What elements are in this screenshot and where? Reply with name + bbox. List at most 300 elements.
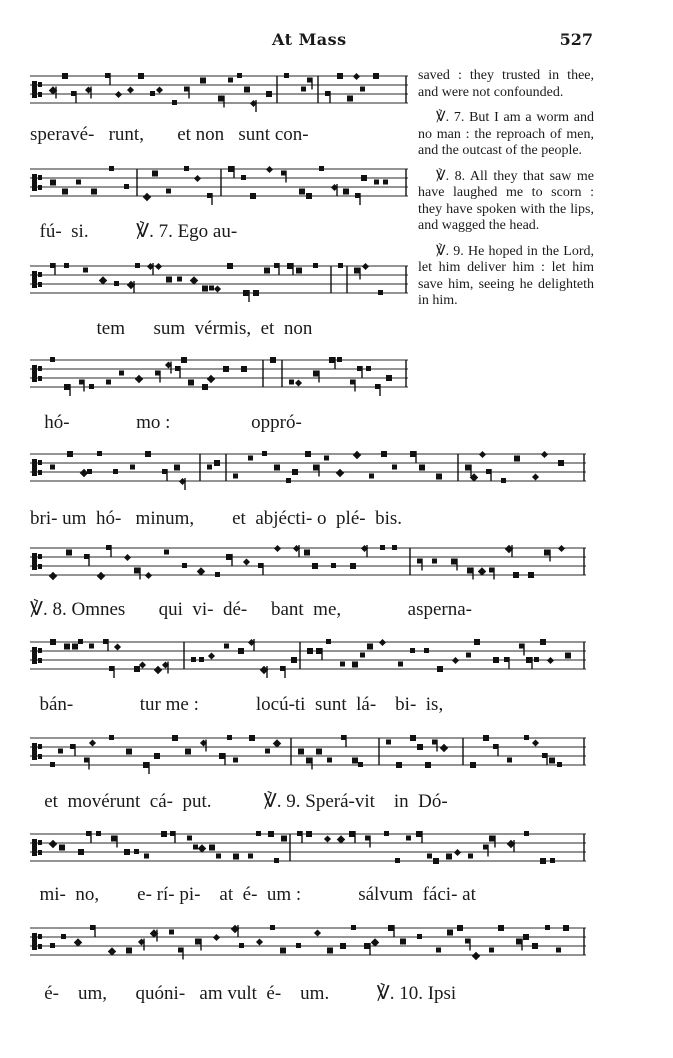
neume [312,563,318,569]
neume [373,73,379,79]
lyrics-line: speravé- runt, et non sunt con- [30,124,309,145]
lyrics-line: ℣. 8. Omnes qui vi- dé- bant me, asperna- [30,599,472,620]
neume [187,836,192,841]
neume [307,648,313,654]
neume [243,290,249,296]
neume [78,639,83,644]
neume [516,939,522,945]
neume [284,73,289,78]
neume [392,545,397,550]
neume [352,758,358,764]
neume [316,648,322,654]
neume [452,657,459,664]
neume [340,662,345,667]
neume [106,380,111,385]
neume [89,384,94,389]
clef-mark [32,271,37,288]
page-number: 527 [559,30,593,49]
lyrics-line: é- um, quóni- am vult é- um. ℣. 10. Ipsi [30,983,457,1004]
neume [268,831,274,837]
neume [49,840,57,848]
neume [299,189,305,195]
neume [86,831,91,836]
neume [325,91,330,96]
neume [208,652,215,659]
neume [97,451,102,456]
neume [501,478,506,483]
neume [351,925,356,930]
neume [191,657,196,662]
chant-staff [30,544,586,588]
neume [337,357,342,362]
neume [72,644,78,650]
clef-mark [32,459,37,476]
neume [78,849,84,855]
neume [139,661,146,668]
neume [83,268,88,273]
neume [557,762,562,767]
lyrics-line: bán- tur me : locú-ti sunt lá- bi- is, [30,694,444,715]
neume [154,666,162,674]
clef-mark [38,366,42,371]
neume [214,460,220,466]
neume [392,465,397,470]
neume [406,836,411,841]
neume [384,831,389,836]
neume [64,263,69,268]
neume [262,451,267,456]
neume [130,465,135,470]
neume [76,180,81,185]
neume [127,86,134,93]
neume [337,73,343,79]
neume [253,290,259,296]
neume [532,739,539,746]
neume [197,567,205,575]
neume [540,639,546,645]
neume [172,100,177,105]
neume [178,948,183,953]
neume [155,263,162,270]
neume [424,648,429,653]
neume [558,460,564,466]
neume [545,925,550,930]
neume [109,666,114,671]
neume [467,568,473,574]
neume [50,357,55,362]
neume [454,849,461,856]
neume [489,568,494,573]
neume [58,749,63,754]
chant-staff [30,734,586,778]
clef-mark [38,658,42,663]
neume [182,563,187,568]
neume [547,657,554,664]
neume [249,735,255,741]
neume [184,87,189,92]
neume [256,831,261,836]
neume [280,666,285,671]
neume [297,831,302,836]
clef-mark [38,92,42,97]
neume [215,572,220,577]
neume [507,758,512,763]
neume [327,948,333,954]
translation-paragraph: ℣. 7. But I am a worm and no man : the reproach of men, and the outcast of the people. [418,110,594,158]
neume [417,559,422,564]
neume [540,858,546,864]
neume [209,845,215,851]
neume [273,739,281,747]
neume [200,78,206,84]
neume [119,371,124,376]
neume [336,469,344,477]
neume [489,836,495,842]
neume [177,277,182,282]
neume [410,648,415,653]
clef-mark [38,934,42,939]
neume [362,263,369,270]
translation-column [418,68,594,319]
neume [241,366,247,372]
neume [96,831,101,836]
neume [338,263,343,268]
neume [327,758,332,763]
neume [233,474,238,479]
translation-paragraph: ℣. 8. All they that saw me have laughed me to scorn : they have spoken with the lips, and wagged the head. [418,168,594,233]
neume [66,550,72,556]
neume [340,943,346,949]
neume [364,943,370,949]
neume [523,934,529,940]
chant-staff [30,924,586,968]
neume [349,831,355,837]
neume [350,380,355,385]
neume [228,166,234,172]
chant-system-7 [30,638,586,715]
neume [314,929,321,936]
neume [145,451,151,457]
neume [256,938,263,945]
neume [436,474,442,480]
neume [97,572,105,580]
neume [350,563,356,569]
neume [109,166,114,171]
neume [207,375,215,383]
neume [331,563,336,568]
neume [489,948,494,953]
neume [353,73,360,80]
neume [465,939,470,944]
neume [258,563,263,568]
clef-mark [38,470,42,475]
neume [274,465,280,471]
lyrics-line: bri- um hó- minum, et abjécti- o plé- bis. [30,508,403,529]
neume [446,854,452,860]
neume [524,735,529,740]
neume [61,934,66,939]
clef-mark [32,743,37,760]
neume [388,925,394,931]
neume [274,263,279,268]
neume [214,285,221,292]
chant-system-9 [30,830,586,905]
neume [233,758,238,763]
clef-mark [38,564,42,569]
neume [417,744,423,750]
neume [50,943,55,948]
neume [111,836,117,842]
neume [152,171,158,177]
neume [379,639,386,646]
neume [124,184,129,189]
translation-paragraph: saved : they trusted in thee, and were not confounded. [418,68,594,100]
neume [410,451,416,457]
clef-mark [32,174,37,191]
neume [126,948,132,954]
neume [266,166,273,173]
neume [195,939,201,945]
neume [50,180,56,186]
neume [227,735,232,740]
neume [541,451,548,458]
neume [498,925,504,931]
neume [274,858,279,863]
clef-mark [38,944,42,949]
neume [383,180,388,185]
neume [358,762,363,767]
neume [207,465,212,470]
neume [493,657,499,663]
neume [542,753,547,758]
neume [84,758,89,763]
neume [289,380,294,385]
neume [287,263,293,269]
neume [304,550,310,556]
neume [371,938,379,946]
neume [398,662,403,667]
neume [549,758,555,764]
clef-mark [38,185,42,190]
neume [190,276,198,284]
lyrics-line: mi- no, e- rí- pi- at é- um : sálvum fáci- at [30,884,476,905]
chant-system-4 [30,356,408,433]
neume [218,96,224,102]
neume [115,91,122,98]
clef-mark [32,933,37,950]
neume [544,550,550,556]
neume [62,189,68,195]
neume [80,469,88,477]
neume [563,925,569,931]
neume [219,753,225,759]
neume [270,925,275,930]
neume [410,735,416,741]
neume [74,938,82,946]
neume [292,469,298,475]
neume [472,952,480,960]
translation-paragraph: ℣. 9. He hoped in the Lord, let him deliver him : let him save him, seeing he delighteth in him. [418,243,594,308]
neume [223,366,229,372]
neume [161,831,167,837]
neume [154,753,160,759]
chant-staff [30,356,408,396]
neume [432,559,437,564]
neume [307,78,312,83]
neume [479,451,486,458]
neume [126,749,132,755]
clef-mark [32,365,37,382]
neume [145,572,152,579]
neume [519,644,524,649]
neume [343,189,349,195]
neume [108,947,116,955]
neume [433,858,439,864]
neume [316,749,322,755]
clef-mark [32,81,37,98]
neume [241,175,246,180]
neume [281,171,286,176]
neume [286,478,291,483]
neume [150,91,155,96]
neume [470,762,476,768]
neume [329,357,335,363]
neume [478,567,486,575]
neume [59,845,65,851]
neume [209,286,214,291]
neume [313,263,318,268]
neume [361,175,367,181]
clef-mark [38,554,42,559]
neume [483,735,489,741]
neume [185,749,191,755]
neume [270,357,276,363]
neume [265,749,270,754]
neume [386,375,392,381]
neume [313,371,319,377]
neume [114,281,119,286]
neume [227,263,233,269]
neume [67,451,73,457]
neume [306,831,312,837]
neume [216,854,221,859]
chant-system-2 [30,165,408,242]
neume [124,554,131,561]
neume [419,465,425,471]
neume [155,371,160,376]
neume [134,666,140,672]
neume [474,639,480,645]
neume [239,943,244,948]
neume [326,639,331,644]
lyrics-line: tem sum vérmis, et non [30,318,313,339]
neume [202,286,208,292]
neume [324,456,329,461]
neume [164,550,169,555]
neume [291,657,297,663]
lyrics-line: fú- si. ℣. 7. Ego au- [30,221,238,242]
neume [91,189,97,195]
neume [156,86,163,93]
neume [144,854,149,859]
neume [437,666,443,672]
neume [184,166,189,171]
neume [375,384,380,389]
neume [532,473,539,480]
neume [337,835,345,843]
neume [367,644,373,650]
neume [138,73,144,79]
neume [193,845,198,850]
neume [243,558,250,565]
neume [49,572,57,580]
neume [296,268,302,274]
neume [380,545,385,550]
neume [169,930,174,935]
chant-staff [30,830,586,874]
neume [109,735,114,740]
neume [244,87,250,93]
neume [378,290,383,295]
neume [357,366,362,371]
neume [89,644,94,649]
neume [106,545,111,550]
neume [64,644,70,650]
neume [550,858,555,863]
clef-mark [38,840,42,845]
chant-system-5 [30,450,586,529]
neume [135,375,143,383]
neume [71,91,76,96]
chant-staff [30,262,408,302]
neume [513,572,519,578]
neume [324,835,331,842]
running-title: At Mass [272,30,347,49]
neume [281,836,287,842]
chant-staff [30,72,408,112]
neume [89,739,96,746]
neume [198,844,206,852]
lyrics-line: et movérunt cá- put. ℣. 9. Sperá-vit in Dó- [30,791,448,812]
neume [319,166,324,171]
chant-system-8 [30,734,586,812]
neume [103,639,108,644]
neume [301,87,306,92]
neume [172,735,178,741]
neume [207,193,212,198]
neume [365,836,370,841]
neume [280,948,286,954]
neume [306,193,312,199]
neume [305,451,311,457]
neume [84,554,89,559]
neume [274,545,281,552]
clef-mark [38,272,42,277]
neume [366,366,371,371]
neume [50,465,55,470]
neume [162,469,167,474]
neume [360,87,365,92]
neume [250,193,256,199]
neume [447,930,453,936]
neume [427,854,432,859]
clef-mark [32,553,37,570]
neume [466,653,471,658]
neume [175,366,180,371]
neume [486,469,491,474]
neume [238,648,244,654]
chant-staff [30,638,586,682]
